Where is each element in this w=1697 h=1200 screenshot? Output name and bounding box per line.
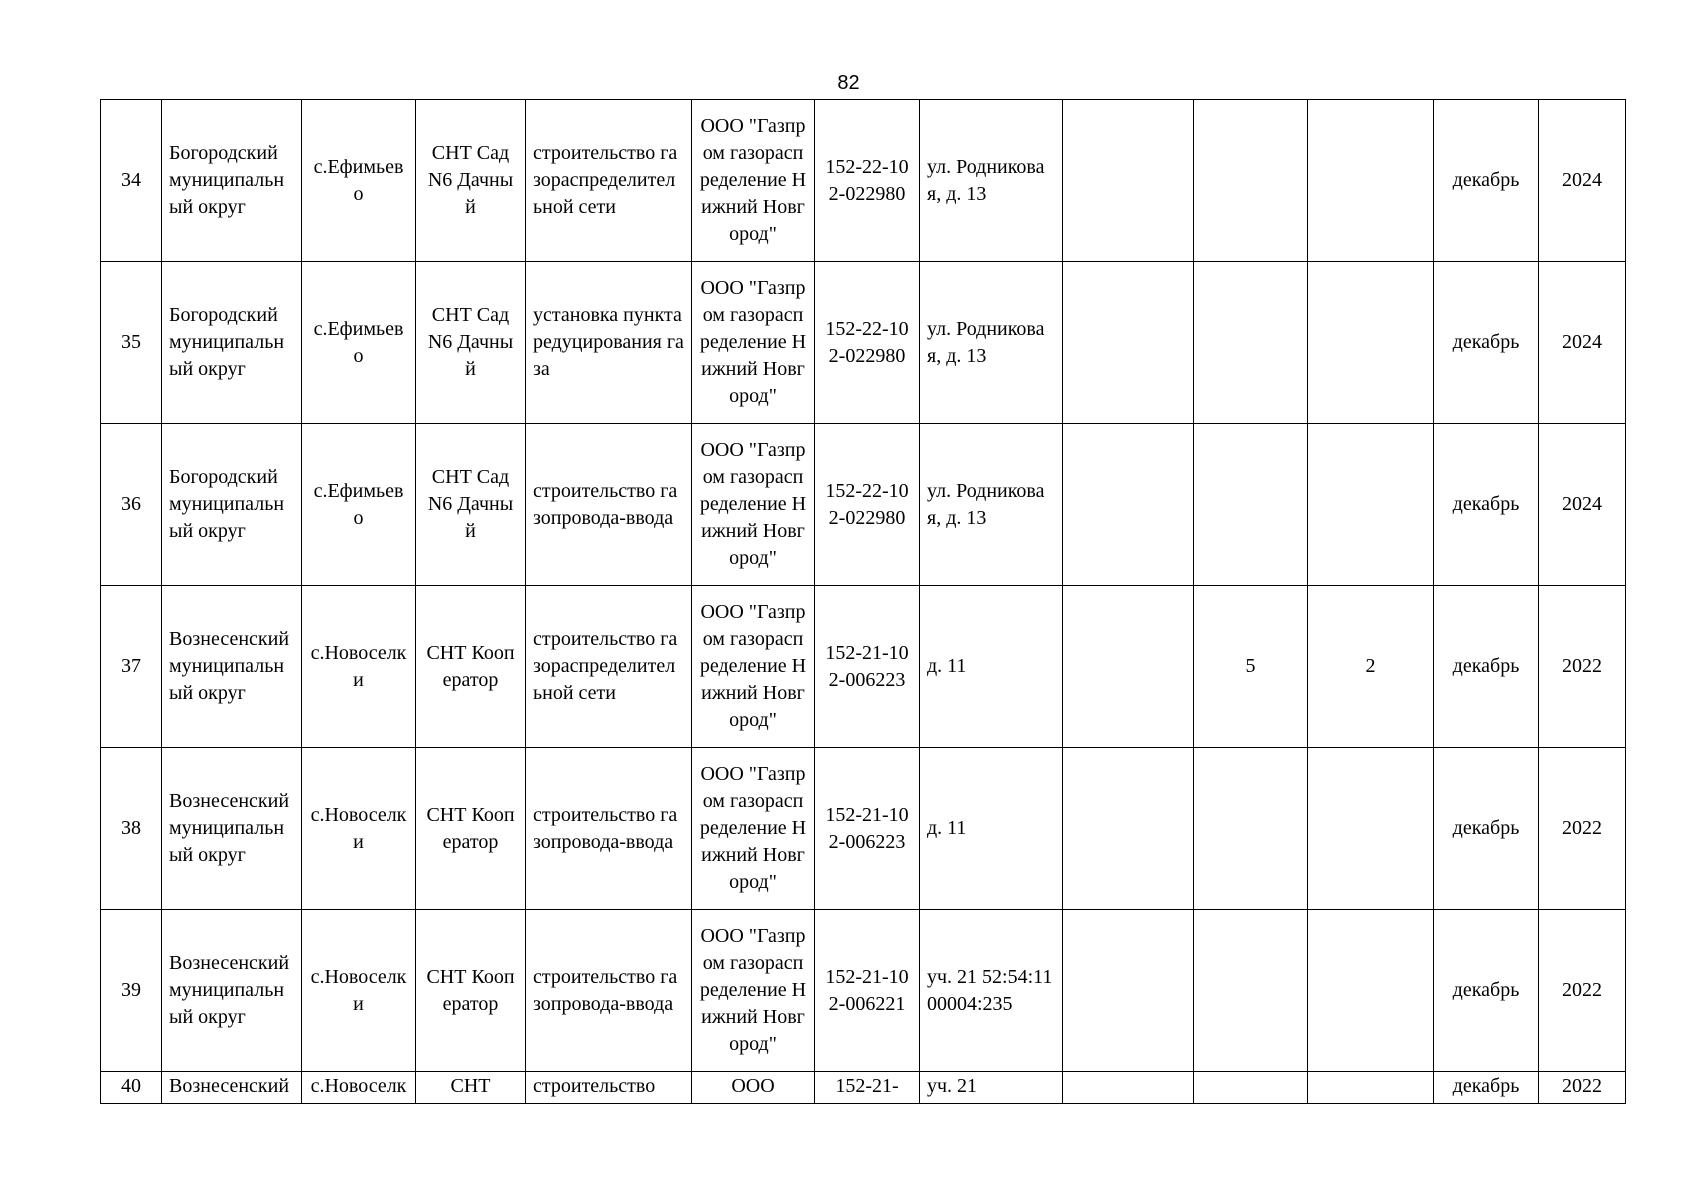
code-cell: 152-22-102-022980 [815,424,920,586]
month-cell: декабрь [1434,100,1539,262]
column-10-cell: 5 [1194,586,1308,748]
column-9-cell [1063,748,1194,910]
code-cell: 152-21-102-006223 [815,586,920,748]
district-cell: Вознесенский муниципальный округ [162,748,302,910]
table-row [101,424,1626,586]
row-number: 34 [101,100,162,262]
locality-cell: с.Ефимьево [302,262,416,424]
organization-cell: ООО "Газпром газораспределение Нижний Новгород" [692,910,815,1072]
year-cell: 2024 [1539,262,1626,424]
month-cell: декабрь [1434,910,1539,1072]
district-cell: Вознесенский муниципальный округ [162,910,302,1072]
district-cell: Вознесенский муниципальный округ [162,586,302,748]
table-row [101,910,1626,1072]
address-cell: ул. Родниковая, д. 13 [920,100,1063,262]
work-cell: строительство газопровода-ввода [526,748,692,910]
column-9-cell [1063,424,1194,586]
row-number: 40 [101,1072,162,1104]
column-11-cell [1308,424,1434,586]
address-cell: ул. Родниковая, д. 13 [920,424,1063,586]
column-9-cell [1063,262,1194,424]
object-cell: СНТ Кооператор [416,586,526,748]
work-cell: строительство [526,1072,692,1104]
column-10-cell [1194,910,1308,1072]
row-number: 36 [101,424,162,586]
month-cell: декабрь [1434,424,1539,586]
column-9-cell [1063,100,1194,262]
column-10-cell [1194,424,1308,586]
column-11-cell [1308,262,1434,424]
column-11-cell [1308,748,1434,910]
year-cell: 2024 [1539,100,1626,262]
locality-cell: с.Новоселки [302,748,416,910]
organization-cell: ООО "Газпром газораспределение Нижний Новгород" [692,748,815,910]
code-cell: 152-21- [815,1072,920,1104]
organization-cell: ООО [692,1072,815,1104]
address-cell: д. 11 [920,586,1063,748]
address-cell: ул. Родниковая, д. 13 [920,262,1063,424]
table-body [101,100,1626,1104]
year-cell: 2022 [1539,910,1626,1072]
work-cell: строительство газораспределительной сети [526,100,692,262]
table-row [101,100,1626,262]
district-cell: Богородский муниципальный округ [162,262,302,424]
month-cell: декабрь [1434,262,1539,424]
organization-cell: ООО "Газпром газораспределение Нижний Новгород" [692,262,815,424]
table-row [101,262,1626,424]
column-11-cell [1308,1072,1434,1104]
month-cell: декабрь [1434,1072,1539,1104]
column-10-cell [1194,748,1308,910]
district-cell: Богородский муниципальный округ [162,424,302,586]
code-cell: 152-22-102-022980 [815,262,920,424]
object-cell: СНТ Сад N6 Дачный [416,424,526,586]
address-cell: уч. 21 [920,1072,1063,1104]
district-cell: Богородский муниципальный округ [162,100,302,262]
row-number: 35 [101,262,162,424]
year-cell: 2022 [1539,748,1626,910]
column-9-cell [1063,586,1194,748]
object-cell: СНТ [416,1072,526,1104]
table-row [101,748,1626,910]
page-number: 82 [837,72,860,94]
code-cell: 152-21-102-006221 [815,910,920,1072]
year-cell: 2022 [1539,586,1626,748]
data-table [100,99,1626,1104]
work-cell: строительство газопровода-ввода [526,424,692,586]
organization-cell: ООО "Газпром газораспределение Нижний Новгород" [692,100,815,262]
table-row [101,586,1626,748]
month-cell: декабрь [1434,586,1539,748]
object-cell: СНТ Кооператор [416,748,526,910]
locality-cell: с.Ефимьево [302,100,416,262]
work-cell: установка пункта редуцирования газа [526,262,692,424]
table-row-partial [101,1072,1626,1104]
column-9-cell [1063,910,1194,1072]
work-cell: строительство газопровода-ввода [526,910,692,1072]
district-cell: Вознесенский [162,1072,302,1104]
code-cell: 152-21-102-006223 [815,748,920,910]
row-number: 38 [101,748,162,910]
locality-cell: с.Новоселк [302,1072,416,1104]
organization-cell: ООО "Газпром газораспределение Нижний Новгород" [692,586,815,748]
column-10-cell [1194,100,1308,262]
column-11-cell [1308,100,1434,262]
object-cell: СНТ Кооператор [416,910,526,1072]
locality-cell: с.Новоселки [302,586,416,748]
locality-cell: с.Ефимьево [302,424,416,586]
work-cell: строительство газораспределительной сети [526,586,692,748]
column-10-cell [1194,262,1308,424]
row-number: 39 [101,910,162,1072]
year-cell: 2024 [1539,424,1626,586]
address-cell: уч. 21 52:54:1100004:235 [920,910,1063,1072]
address-cell: д. 11 [920,748,1063,910]
organization-cell: ООО "Газпром газораспределение Нижний Новгород" [692,424,815,586]
locality-cell: с.Новоселки [302,910,416,1072]
column-11-cell: 2 [1308,586,1434,748]
column-10-cell [1194,1072,1308,1104]
column-9-cell [1063,1072,1194,1104]
month-cell: декабрь [1434,748,1539,910]
year-cell: 2022 [1539,1072,1626,1104]
column-11-cell [1308,910,1434,1072]
row-number: 37 [101,586,162,748]
code-cell: 152-22-102-022980 [815,100,920,262]
object-cell: СНТ Сад N6 Дачный [416,100,526,262]
object-cell: СНТ Сад N6 Дачный [416,262,526,424]
